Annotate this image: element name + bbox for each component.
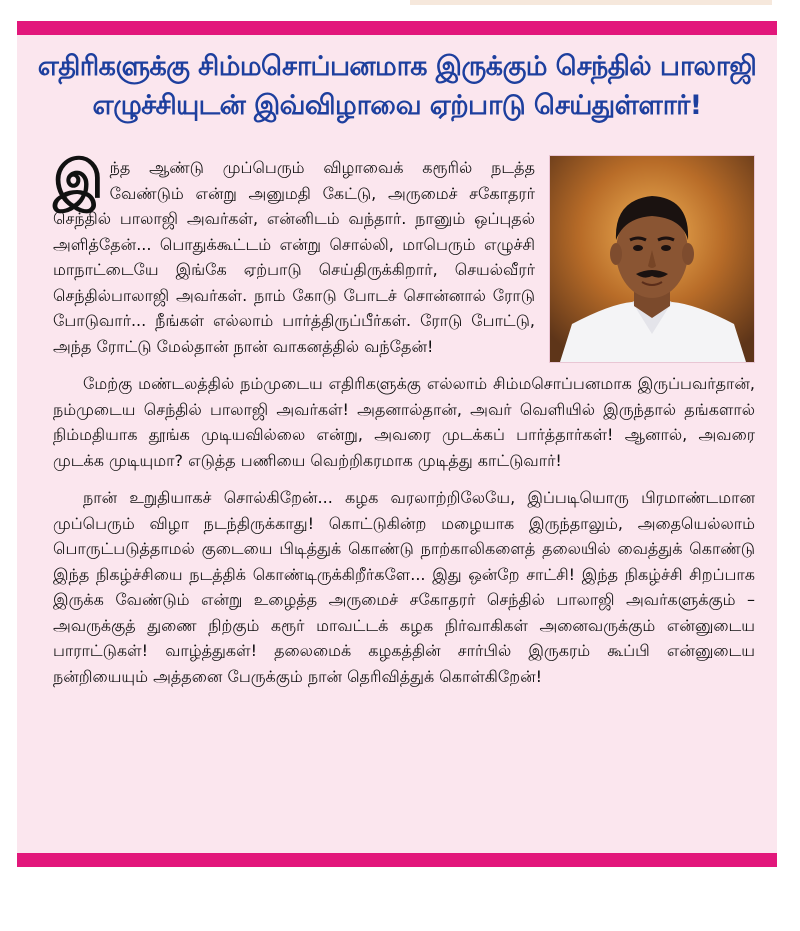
- top-strip: [410, 0, 772, 5]
- paragraph-1-text: ந்த ஆண்டு முப்பெரும் விழாவைக் கரூரில் நடத்த வேண்டும் என்று அனுமதி கேட்டு, அருமைச் சகோதரர் செந்தில் பாலாஜி அவர்கள், என்னிடம் வந்தார். நானும் ஒப்புதல் அளித்தேன்... பொதுக்கூட்டம் என்று சொல்லி, மாபெரும் எழுச்சி மாநாட்டையே இங்கே ஏற்பாடு செய்திருக்கிறார், செயல்வீரர் செந்தில்பாலாஜி அவர்கள். நாம் கோடு போடச் சொன்னால் ரோடு போடுவார்... நீங்கள் எல்லாம் பார்த்திருப்பீர்கள். ரோடு போட்டு, அந்த ரோட்டு மேல்தான் நான் வாகனத்தில் வந்தேன்!: [53, 158, 535, 356]
- headline-line-2: எழுச்சியுடன் இவ்விழாவை ஏற்பாடு செய்துள்ளார்!: [92, 90, 702, 121]
- paragraph-3: நான் உறுதியாகச் சொல்கிறேன்... கழக வரலாற்றிலேயே, இப்படியொரு பிரமாண்டமான முப்பெரும் விழா நடந்திருக்காது! கொட்டுகின்ற மழையாக இருந்தாலும், அதையெல்லாம் பொருட்படுத்தாமல் குடையை பிடித்துக் கொண்டு நாற்காலிகளைத் தலையில் வைத்துக் கொண்டு இந்த நிகழ்ச்சியை நடத்திக் கொண்டிருக்கிறீர்களே... இது ஒன்றே சாட்சி! இந்த நிகழ்ச்சி சிறப்பாக இருக்க வேண்டும் என்று உழைத்த அருமைச் சகோதரர் செந்தில் பாலாஜி அவர்களுக்கும் – அவருக்குத் துணை நிற்கும் கரூர் மாவட்டக் கழக நிர்வாகிகள் அனைவருக்கும் என்னுடைய பாராட்டுகள்! வாழ்த்துகள்! தலைமைக் கழகத்தின் சார்பில் இருகரம் கூப்பி என்னுடைய நன்றியையும் அத்தனை பேருக்கும் நான் தெரிவித்துக் கொள்கிறேன்!: [53, 488, 755, 686]
- person-portrait-icon: [550, 156, 754, 362]
- top-accent-bar: [17, 21, 777, 35]
- headline-line-1: எதிரிகளுக்கு சிம்மசொப்பனமாக இருக்கும் செந்தில் பாலாஜி: [37, 51, 757, 82]
- dropcap: இ: [53, 150, 104, 210]
- paragraph-2: மேற்கு மண்டலத்தில் நம்முடைய எதிரிகளுக்கு எல்லாம் சிம்மசொப்பனமாக இருப்பவர்தான், நம்முடைய செந்தில் பாலாஜி அவர்கள்! அதனால்தான், அவர் வெளியில் இருந்தால் தங்களால் நிம்மதியாக தூங்க முடியவில்லை என்று, அவரை முடக்கப் பார்த்தார்கள்! ஆனால், அவரை முடக்க முடியுமா? எடுத்த பணியை வெற்றிகரமாக முடித்து காட்டுவார்!: [53, 374, 755, 470]
- headline: [25, 47, 769, 125]
- article-card: [17, 21, 777, 867]
- article-body: [53, 150, 755, 701]
- bottom-accent-bar: [17, 853, 777, 867]
- portrait-photo: [549, 155, 755, 363]
